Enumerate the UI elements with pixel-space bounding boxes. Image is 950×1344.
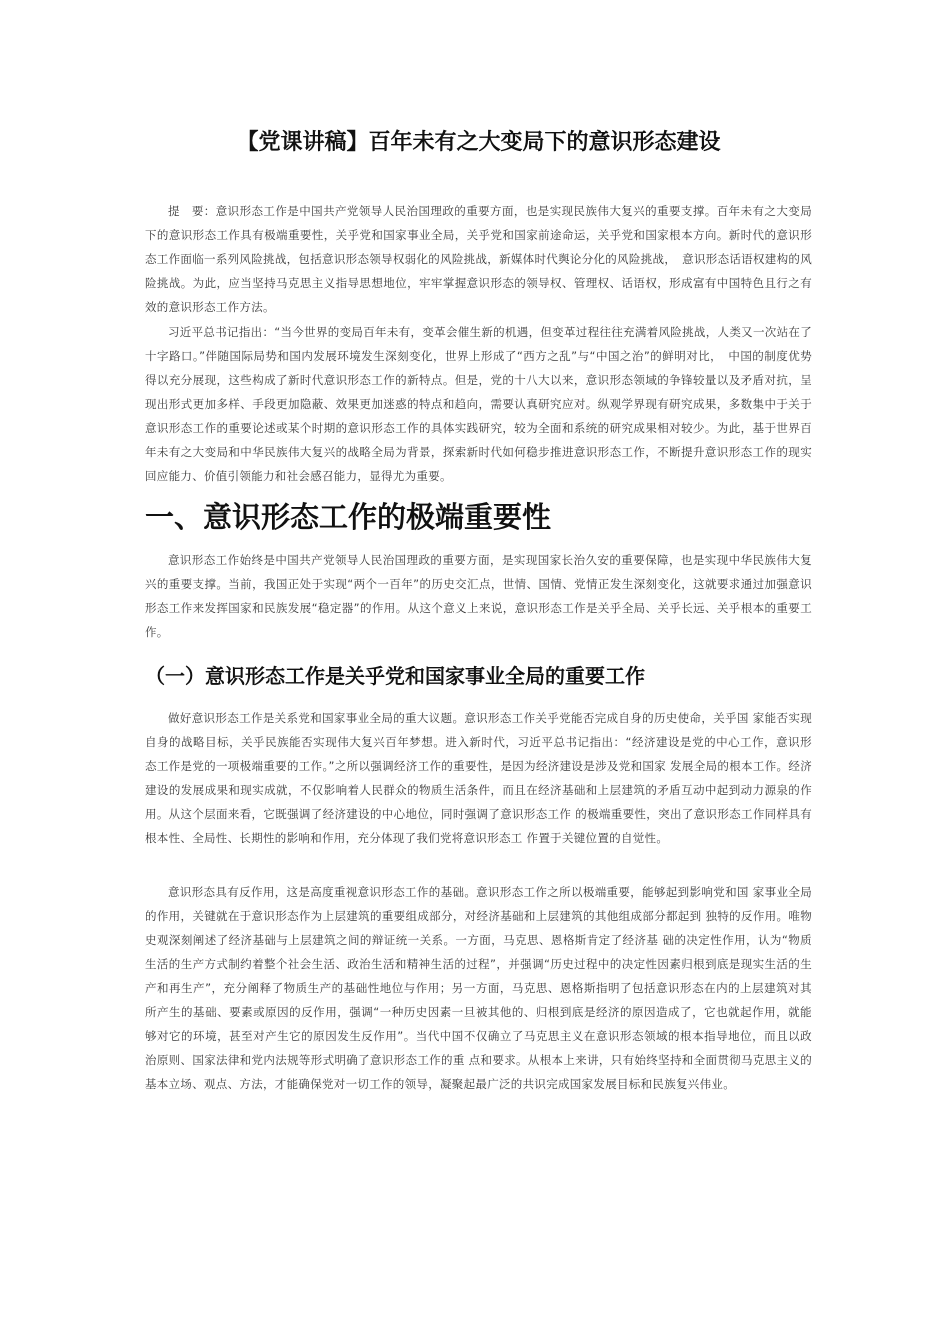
- subsection-paragraph-2: 意识形态具有反作用，这是高度重视意识形态工作的基础。意识形态工作之所以极端重要，能够起到影响党和国 家事业全局的作用，关键就在于意识形态作为上层建筑的重要组成部分，对经济基础和上层建筑的其他组成部分都起到 独特的反作用。唯物史观深刻阐述了经济基础与上层建筑之间的辩证统一关系。一方面，马克思、恩格斯肯定了经济基 础的决定性作用，认为“物质生活的生产方式制约着整个社会生活、政治生活和精神生活的过程”，并强调“历史过程中的决定性因素归根到底是现实生活的生产和再生产”，充分阐释了物质生产的基础性地位与作用；另一方面，马克思、恩格斯指明了包括意识形态在内的上层建筑对其所产生的基础、要素或原因的反作用，强调“一种历史因素一旦被其他的、归根到底是经济的原因造成了，它也就起作用，就能够对它的环境，甚至对产生它的原因发生反作用”。当代中国不仅确立了马克思主义在意识形态领域的根本指导地位，而且以政治原则、国家法律和党内法规等形式明确了意识形态工作的重 点和要求。从根本上来讲，只有始终坚持和全面贯彻马克思主义的基本立场、观点、方法，才能确保党对一切工作的领导，凝聚起最广泛的共识完成国家发展目标和民族复兴伟业。: [145, 885, 812, 1091]
- intro-paragraph: 习近平总书记指出：“当今世界的变局百年未有，变革会催生新的机遇，但变革过程往往充满着风险挑战，人类又一次站在了十字路口。”伴随国际局势和国内发展环境发生深刻变化，世界上形成了“西方之乱”与“中国之治”的鲜明对比， 中国的制度优势得以充分展现，这些构成了新时代意识形态工作的新特点。但是，党的十八大以来，意识形态领域的争锋较量以及矛盾对抗，呈现出形式更加多样、手段更加隐蔽、效果更加迷惑的特点和趋向，需要认真研究应对。纵观学界现有研究成果，多数集中于关于意识形态工作的重要论述或某个时期的意识形态工作的具体实践研究，较为全面和系统的研究成果相对较少。为此，基于世界百年未有之大变局和中华民族伟大复兴的战略全局为背景，探索新时代如何稳步推进意识形态工作，不断提升意识形态工作的现实回应能力、价值引领能力和社会感召能力，显得尤为重要。: [145, 325, 812, 483]
- subsection-heading: （一）意识形态工作是关乎党和国家事业全局的重要工作: [145, 664, 645, 688]
- section-heading: 一、意识形态工作的极端重要性: [145, 500, 552, 534]
- document-title: 【党课讲稿】百年未有之大变局下的意识形态建设: [236, 130, 721, 155]
- abstract-paragraph: 提 要：意识形态工作是中国共产党领导人民治国理政的重要方面，也是实现民族伟大复兴的重要支撑。百年未有之大变局下的意识形态工作具有极端重要性，关乎党和国家事业全局，关乎党和国家前途命运，关乎党和国家根本方向。新时代的意识形态工作面临一系列风险挑战，包括意识形态领导权弱化的风险挑战，新媒体时代舆论分化的风险挑战， 意识形态话语权建构的风险挑战。为此，应当坚持马克思主义指导思想地位，牢牢掌握意识形态的领导权、管理权、话语权，形成富有中国特色且行之有效的意识形态工作方法。: [145, 204, 812, 314]
- subsection-paragraph-1: 做好意识形态工作是关系党和国家事业全局的重大议题。意识形态工作关乎党能否完成自身的历史使命，关乎国 家能否实现自身的战略目标，关乎民族能否实现伟大复兴百年梦想。进入新时代，习近平总书记指出：“经济建设是党的中心工作，意识形态工作是党的一项极端重要的工作。”之所以强调经济工作的重要性，是因为经济建设是涉及党和国家 发展全局的根本工作。经济建设的发展成果和现实成就，不仅影响着人民群众的物质生活条件，而且在经济基础和上层建筑的矛盾互动中起到动力源泉的作用。从这个层面来看，它既强调了经济建设的中心地位，同时强调了意识形态工作 的极端重要性，突出了意识形态工作同样具有根本性、全局性、长期性的影响和作用，充分体现了我们党将意识形态工 作置于关键位置的自觉性。: [145, 711, 812, 845]
- section-paragraph: 意识形态工作始终是中国共产党领导人民治国理政的重要方面，是实现国家长治久安的重要保障，也是实现中华民族伟大复兴的重要支撑。当前，我国正处于实现“两个一百年”的历史交汇点，世情、国情、党情正发生深刻变化，这就要求通过加强意识形态工作来发挥国家和民族发展“稳定器”的作用。从这个意义上来说，意识形态工作是关乎全局、关乎长远、关乎根本的重要工作。: [145, 553, 812, 639]
